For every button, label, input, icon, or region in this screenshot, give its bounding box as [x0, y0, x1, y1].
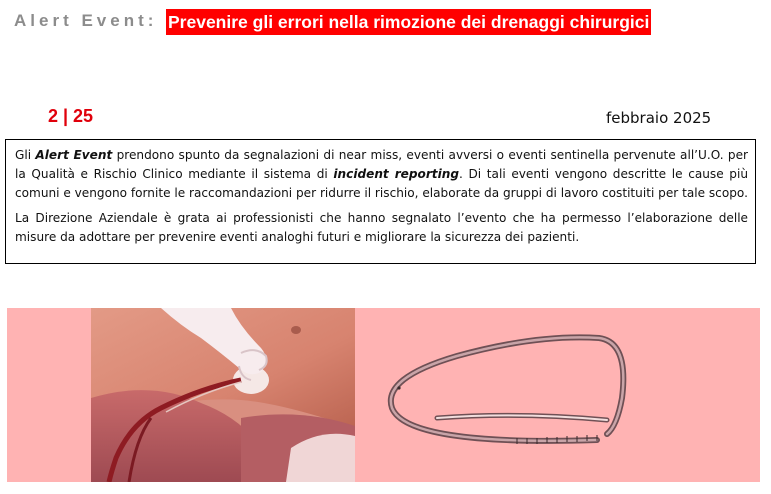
- issue-date: febbraio 2025: [606, 109, 712, 127]
- issue-number: 2 | 25: [48, 106, 94, 126]
- alert-event-term: Alert Event: [35, 148, 113, 162]
- incident-reporting-term: incident reporting: [333, 167, 460, 181]
- page-title: Prevenire gli errori nella rimozione dei drenaggi chirurgici: [166, 9, 651, 35]
- image-band: [7, 308, 760, 482]
- surgical-drain-tube-photo: [367, 308, 760, 482]
- intro-paragraph-1: Gli Alert Event prendono spunto da segnalazioni di near miss, eventi avversi o eventi sentinella pervenute all’U.O. per la Qualità e Rischio Clinico mediante il sistema di incident reporting. Di tali eventi vengono descritte le cause più comuni e vengono fornite le raccomandazioni per ridurre il rischio, elaborate da gruppi di lavoro costituiti per tale scopo.: [15, 148, 748, 200]
- alert-event-label: Alert Event:: [14, 11, 158, 30]
- surgical-drain-removal-photo: [91, 308, 355, 482]
- intro-box: [5, 139, 756, 264]
- intro-paragraph-2: La Direzione Aziendale è grata ai professionisti che hanno segnalato l’evento che ha permesso l’elaborazione delle misure da adottare per prevenire eventi analoghi futuri e migliorare la sicurezza dei pazienti.: [15, 211, 748, 244]
